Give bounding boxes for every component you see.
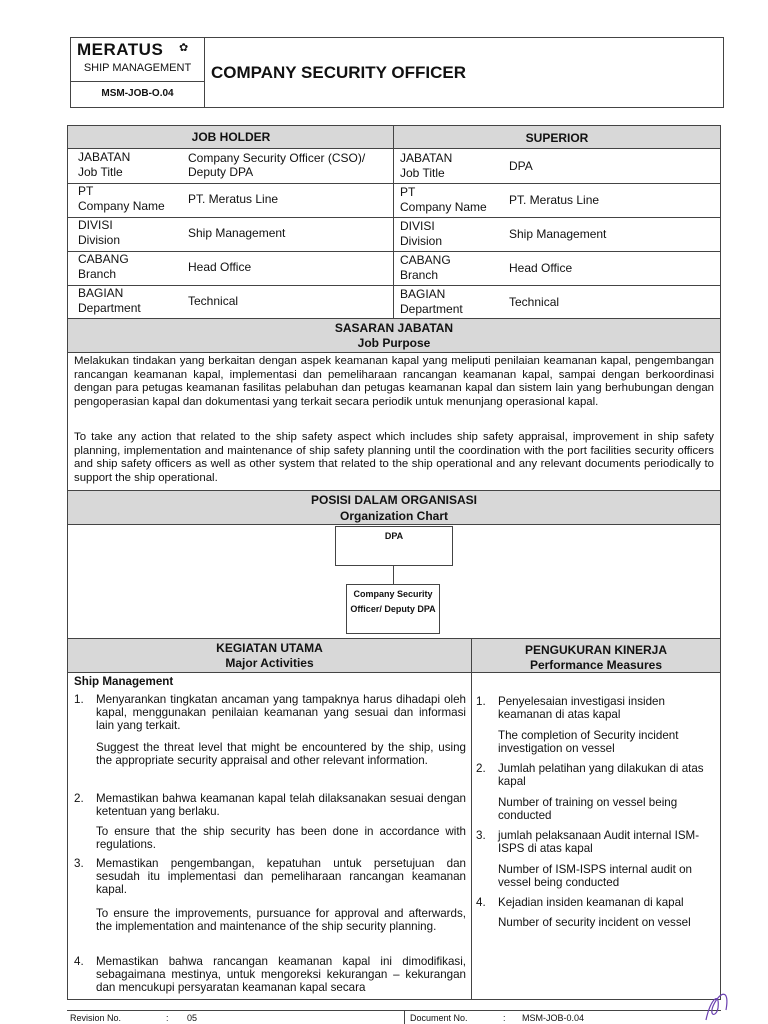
- measure-text-en: The completion of Security incident investigation on vessel: [498, 729, 679, 756]
- divider: [68, 318, 720, 319]
- activity-text-en: Suggest the threat level that might be encountered by the ship, using the appropriate security appraisal and other relevant information.: [96, 741, 466, 768]
- activity-number: 4.: [74, 955, 84, 968]
- row-value-holder: Ship Management: [188, 226, 286, 240]
- activity-number: 3.: [74, 857, 84, 870]
- row-label-en: Company Name: [400, 200, 487, 214]
- measures-heading: PENGUKURAN KINERJA: [524, 643, 667, 657]
- activity-text-id: Menyarankan tingkatan ancaman yang tampaknya harus dihadapi oleh kapal, menggunakan penilaian keamanan yang sesuai dan informasi lain yang terkait.: [96, 693, 466, 733]
- row-value-superior: DPA: [509, 159, 533, 173]
- measure-text-en: Number of security incident on vessel: [498, 916, 691, 929]
- superior-heading: SUPERIOR: [525, 131, 589, 145]
- divider: [68, 524, 720, 525]
- row-value-holder: Technical: [188, 294, 239, 308]
- row-value-superior: Head Office: [509, 261, 573, 275]
- row-label-en: Department: [400, 302, 463, 316]
- row-label-en: Company Name: [78, 199, 165, 213]
- activity-text-id: Memastikan pengembangan, kepatuhan untuk persetujuan dan sesudah itu implementasi dan pemeliharaan rancangan keamanan kapal.: [96, 857, 466, 897]
- document-header: [70, 37, 724, 108]
- divider: [68, 183, 720, 184]
- measure-text-id: jumlah pelaksanaan Audit internal ISM-ISPS di atas kapal: [498, 829, 700, 856]
- job-purpose-subheading: Job Purpose: [357, 336, 431, 350]
- doc-id: MSM-JOB-O.04: [101, 88, 174, 99]
- revision-label: Revision No.: [70, 1013, 122, 1023]
- divider: [68, 217, 720, 218]
- row-label-id: JABATAN: [400, 151, 453, 165]
- divider: [68, 285, 720, 286]
- row-label-id: PT: [400, 185, 416, 199]
- document-sep: :: [503, 1013, 506, 1023]
- activity-number: 1.: [74, 693, 84, 706]
- revision-value: 05: [187, 1013, 198, 1023]
- row-label-id: DIVISI: [78, 218, 113, 232]
- row-label-en: Department: [78, 301, 141, 315]
- footer-rule: [67, 1010, 721, 1011]
- row-value-superior: PT. Meratus Line: [509, 193, 600, 207]
- divider: [204, 38, 205, 107]
- activities-subheading: Major Activities: [225, 656, 314, 670]
- document-label: Document No.: [410, 1013, 468, 1023]
- activity-text-en: To ensure that the ship security has been done in accordance with regulations.: [96, 825, 466, 852]
- measure-number: 1.: [476, 695, 486, 708]
- divider: [68, 251, 720, 252]
- row-value-superior: Ship Management: [509, 227, 607, 241]
- row-label-en: Division: [400, 234, 443, 248]
- signature-mark: [700, 980, 740, 1024]
- row-value-holder: Head Office: [188, 260, 252, 274]
- activity-text-id: Memastikan bahwa rancangan keamanan kapal ini dimodifikasi, sebagaimana mestinya, untuk mengoreksi kekurangan – kekurangan dan mencukupi persyaratan keamanan kapal secara: [96, 955, 466, 995]
- measure-text-en: Number of training on vessel being conducted: [498, 796, 678, 823]
- divider: [71, 81, 204, 82]
- org-chart-subheading: Organization Chart: [339, 509, 448, 523]
- org-connector: [393, 565, 394, 584]
- measures-subheading: Performance Measures: [529, 658, 663, 672]
- row-label-en: Job Title: [400, 166, 445, 180]
- divider: [393, 126, 394, 318]
- org-box-dpa: DPA: [335, 526, 453, 566]
- row-label-en: Division: [78, 233, 121, 247]
- job-holder-heading: JOB HOLDER: [191, 130, 271, 144]
- measure-text-en: Number of ISM-ISPS internal audit on vessel being conducted: [498, 863, 692, 890]
- job-purpose-text-en: To take any action that related to the ship safety aspect which includes ship safety appraisal, improvement in ship safety planning, implementation and maintenance of ship safety planning until the coordination with the port facilities security officers and ship safety officers as well as other system that related to the ship operational and any relevant documents periodically to support the ship operational.: [74, 431, 714, 484]
- measure-text-id: Penyelesaian investigasi insiden keamanan di atas kapal: [498, 695, 665, 722]
- row-label-en: Job Title: [78, 165, 123, 179]
- row-label-en: Branch: [78, 267, 117, 281]
- divider: [68, 672, 720, 673]
- row-value-superior: Technical: [509, 295, 560, 309]
- measure-number: 3.: [476, 829, 486, 842]
- row-label-id: PT: [78, 184, 94, 198]
- section-title: Ship Management: [74, 675, 174, 688]
- row-label-id: JABATAN: [78, 150, 131, 164]
- measure-text-id: Jumlah pelatihan yang dilakukan di atas kapal: [498, 762, 704, 789]
- measure-number: 2.: [476, 762, 486, 775]
- activity-text-en: To ensure the improvements, pursuance for approval and afterwards, the implementation and maintenance of the ship security planning.: [96, 907, 466, 934]
- row-value-holder: PT. Meratus Line: [188, 192, 279, 206]
- divider: [68, 490, 720, 491]
- measure-text-id: Kejadian insiden keamanan di kapal: [498, 896, 684, 909]
- activity-text-id: Memastikan bahwa keamanan kapal telah dilaksanakan sesuai dengan ketentuan yang berlaku.: [96, 792, 466, 819]
- row-label-id: BAGIAN: [400, 287, 446, 301]
- document-value: MSM-JOB-0.04: [522, 1013, 585, 1023]
- page-title: COMPANY SECURITY OFFICER: [211, 63, 467, 82]
- row-value-holder: Company Security Officer (CSO)/ Deputy DPA: [188, 151, 366, 179]
- measure-number: 4.: [476, 896, 486, 909]
- divider: [68, 352, 720, 353]
- activity-number: 2.: [74, 792, 84, 805]
- row-label-id: CABANG: [400, 253, 451, 267]
- divider: [68, 638, 720, 639]
- row-label-id: BAGIAN: [78, 286, 124, 300]
- row-label-id: CABANG: [78, 252, 129, 266]
- divider: [404, 1010, 405, 1024]
- org-box-cso: Company Security Officer/ Deputy DPA: [346, 584, 440, 634]
- row-label-id: DIVISI: [400, 219, 435, 233]
- company-logo: MERATUS: [77, 40, 164, 59]
- activities-heading: KEGIATAN UTAMA: [216, 641, 323, 655]
- revision-sep: :: [166, 1013, 169, 1023]
- row-label-en: Branch: [400, 268, 439, 282]
- job-purpose-heading: SASARAN JABATAN: [334, 321, 454, 335]
- divider: [68, 148, 720, 149]
- division-label: SHIP MANAGEMENT: [83, 62, 192, 74]
- logo-emblem-icon: ✿: [179, 42, 189, 54]
- divider: [471, 638, 472, 1000]
- job-purpose-text-id: Melakukan tindakan yang berkaitan dengan aspek keamanan kapal yang meliputi penilaian keamanan kapal, pengembangan rancangan keamanan kapal, implementasi dan pemeliharaan rancangan keamanan kapal, sampai dengan berkoordinasi dengan para petugas keamanan fasilitas pelabuhan dan petugas keamanan kapal dan sistem lain yang berhubungan dengan pengoperasian kapal dan dokumentasi yang terkait secara periodik untuk menunjang operasional kapal.: [74, 355, 714, 408]
- org-chart-heading: POSISI DALAM ORGANISASI: [310, 493, 477, 507]
